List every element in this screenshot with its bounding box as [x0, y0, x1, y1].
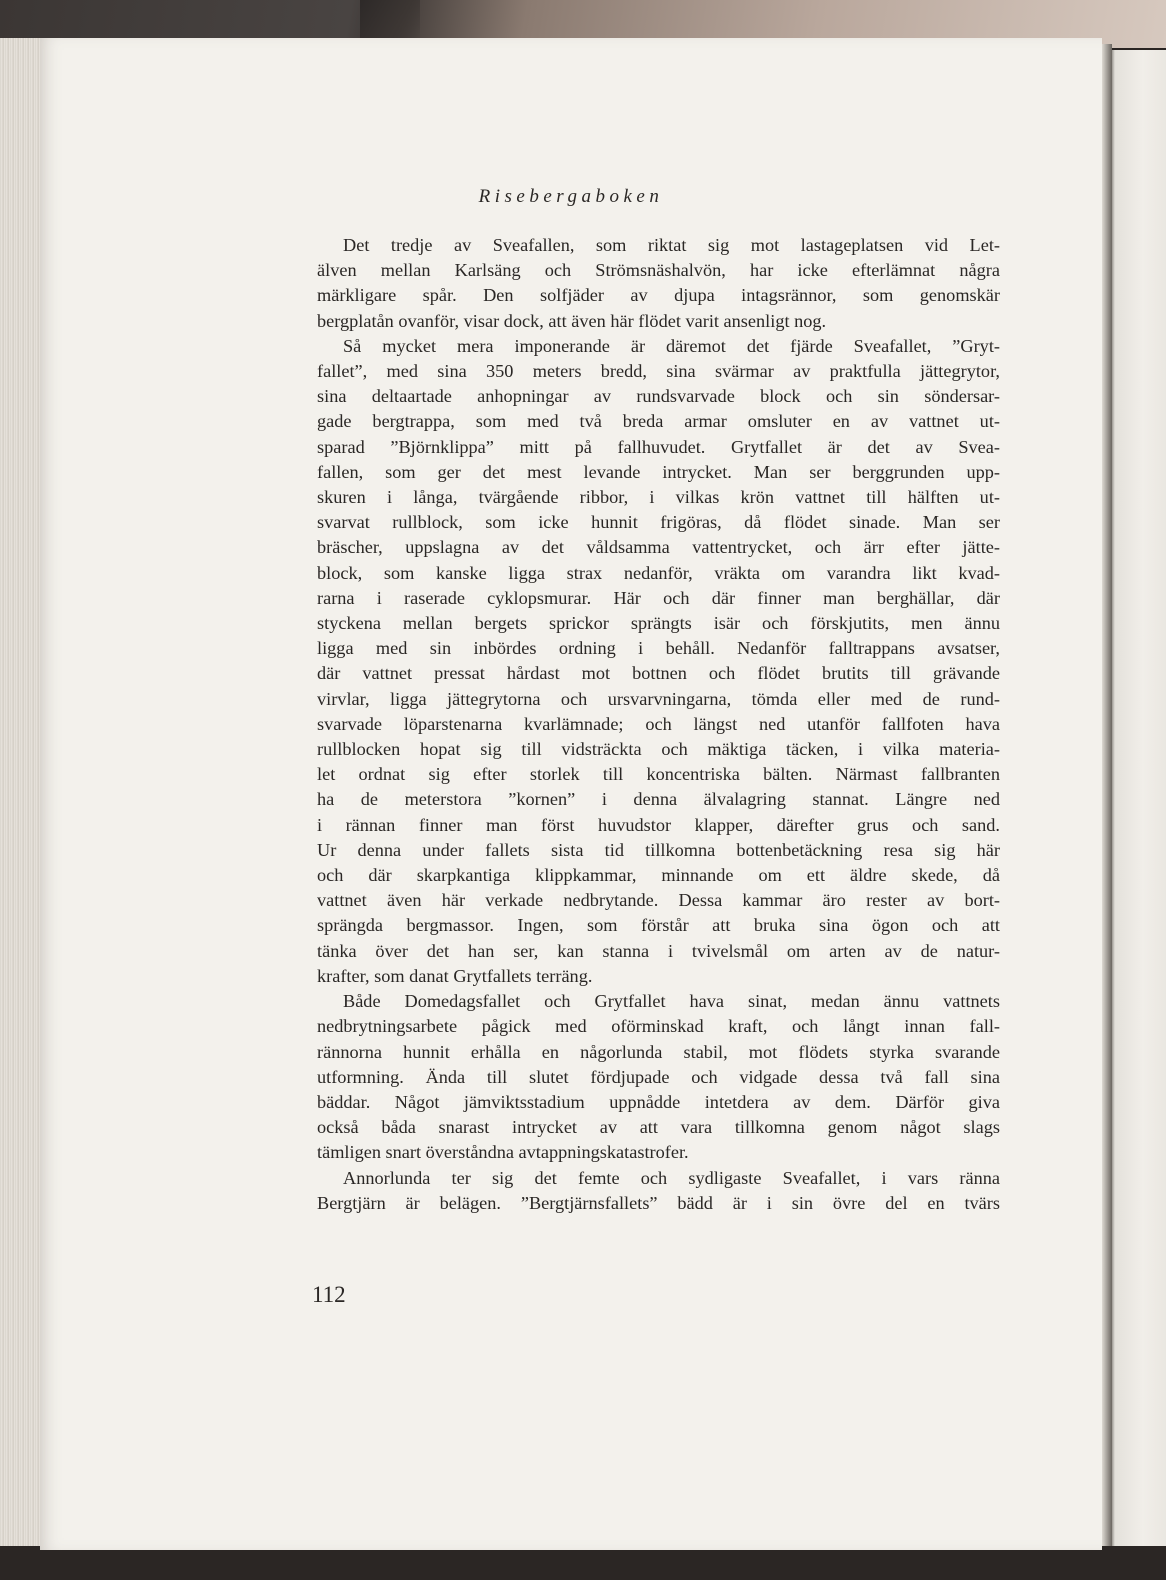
text-line: ha de meterstora ”kornen” i denna älvalagring stannat. Längre ned	[317, 789, 1000, 810]
text-line: Bergtjärn är belägen. ”Bergtjärnsfallets” bädd är i sin övre del en tvärs	[317, 1192, 1000, 1213]
text-line: bergplatån ovanför, visar dock, att även här flödet varit ansenligt nog.	[317, 310, 827, 331]
text-line: tänka över det han ser, kan stanna i tvivelsmål om arten av de natur-	[317, 940, 1000, 961]
text-line: rullblocken hopat sig till vidsträckta och mäktiga täcken, i vilka materia-	[317, 739, 1000, 760]
text-line: svarvat rullblock, som icke hunnit frigöras, då flödet sinade. Man ser	[317, 512, 1000, 533]
background-surface-bottom	[0, 1546, 1166, 1580]
text-line: Både Domedagsfallet och Grytfallet hava sinat, medan ännu vattnets	[343, 991, 1000, 1012]
text-line: rarna i raserade cyklopsmurar. Här och där finner man berghällar, där	[317, 587, 1000, 608]
text-line: krafter, som danat Grytfallets terräng.	[317, 965, 593, 986]
text-line: sprängda bergmassor. Ingen, som förstår att bruka sina ögon och att	[317, 915, 1000, 936]
text-line: nedbrytningsarbete pågick med oförminskad kraft, och långt innan fall-	[317, 1016, 1000, 1037]
text-line: bräscher, uppslagna av det våldsamma vattentrycket, och ärr efter jätte-	[317, 537, 1000, 558]
running-head: Risebergaboken	[478, 186, 664, 207]
text-line: märkligare spår. Den solfjäder av djupa intagsrännor, som genomskär	[317, 285, 1000, 306]
text-line: i rännan finner man först huvudstor klapper, därefter grus och sand.	[317, 814, 1000, 835]
text-line: bäddar. Något jämviktsstadium uppnådde intetdera av dem. Därför giva	[317, 1091, 1000, 1112]
text-line: också båda snarast intrycket av att vara tillkomna genom något slags	[317, 1117, 1000, 1138]
text-line: let ordnat sig efter storlek till koncentriska bälten. Närmast fallbranten	[317, 764, 1000, 785]
text-line: utformning. Ända till slutet fördjupade och vidgade dessa två fall sina	[317, 1066, 1000, 1087]
text-line: Så mycket mera imponerande är däremot det fjärde Sveafallet, ”Gryt-	[343, 335, 1000, 356]
text-line: virvlar, ligga jättegrytorna och ursvarvningarna, tömda eller med de rund-	[317, 688, 1000, 709]
text-line: skuren i långa, tvärgående ribbor, i vilkas krön vattnet till hälften ut-	[317, 487, 1000, 508]
text-line: styckena mellan bergets sprickor sprängts isär och förskjutits, men ännu	[317, 613, 1000, 634]
text-line: ligga med sin inbördes ordning i behåll. Nedanför falltrappans avsatser,	[317, 638, 1000, 659]
text-line: sina deltaartade anhopningar av rundsvarvade block och sin söndersar-	[317, 386, 1000, 407]
text-line: fallet”, med sina 350 meters bredd, sina svärmar av praktfulla jättegrytor,	[317, 361, 1000, 382]
text-line: älven mellan Karlsäng och Strömsnäshalvön, har icke efterlämnat några	[317, 260, 1000, 281]
text-line: Annorlunda ter sig det femte och sydligaste Sveafallet, i vars ränna	[343, 1167, 1000, 1188]
facing-page	[1108, 50, 1166, 1550]
text-line: sparad ”Björnklippa” mitt på fallhuvudet. Grytfallet är det av Svea-	[317, 436, 1000, 457]
text-line: svarvade löparstenarna kvarlämnade; och längst ned utanför fallfoten hava	[317, 713, 1000, 734]
text-line: fallen, som ger det mest levande intrycket. Man ser berggrunden upp-	[317, 461, 1000, 482]
text-line: Det tredje av Sveafallen, som riktat sig mot lastageplatsen vid Let-	[343, 235, 1000, 255]
book-page	[40, 38, 1102, 1550]
text-line: vattnet även här verkade nedbrytande. Dessa kammar äro rester av bort-	[317, 890, 1000, 911]
text-line: block, som kanske ligga strax nedanför, vräkta om varandra likt kvad-	[317, 562, 1000, 583]
text-line: gade bergtrappa, som med två breda armar omsluter en av vattnet ut-	[317, 411, 1000, 432]
text-line: där vattnet pressat hårdast mot bottnen och flödet brutits till grävande	[317, 663, 1000, 684]
page-number: 112	[312, 1282, 346, 1307]
body-text	[317, 233, 1000, 1216]
text-line: tämligen snart överståndna avtappningskatastrofer.	[317, 1142, 689, 1163]
text-line: rännorna hunnit erhålla en någorlunda stabil, mot flödets styrka svarande	[317, 1041, 1000, 1062]
text-line: och där skarpkantiga klippkammar, minnande om ett äldre skede, då	[317, 865, 1000, 886]
text-line: Ur denna under fallets sista tid tillkomna bottenbetäckning resa sig här	[317, 839, 1000, 860]
